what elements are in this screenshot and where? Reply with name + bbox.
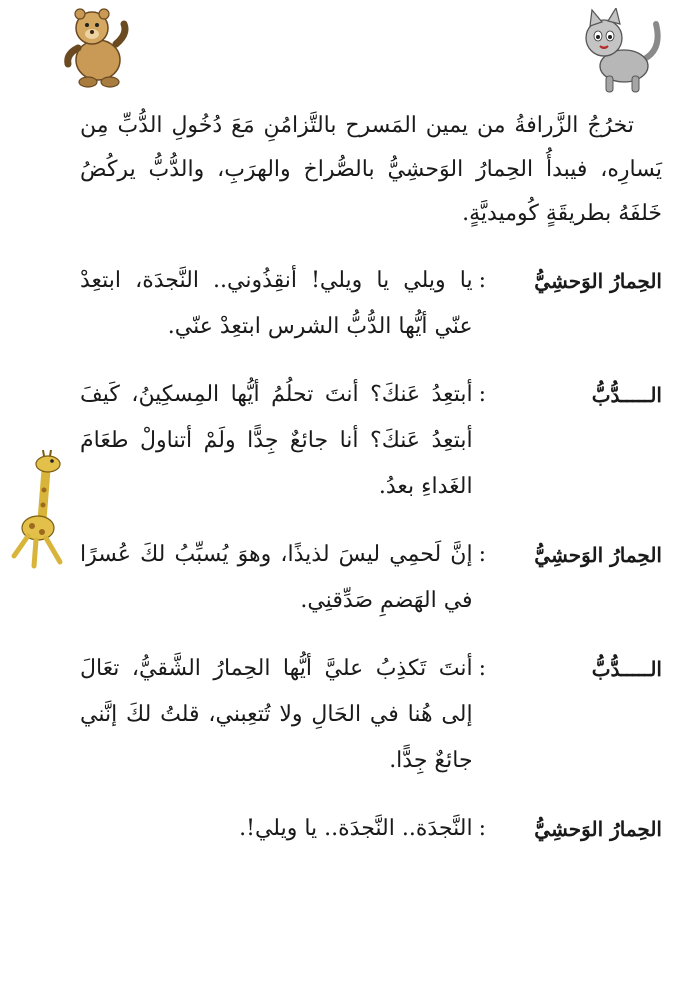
speaker-colon: : xyxy=(478,656,486,681)
speaker-name: الـــــدُّبُّ xyxy=(591,383,662,407)
dialogue-line xyxy=(80,646,662,784)
stage-direction: تخرُجُ الزَّرافةُ من يمين المَسرح بالتَّزامُنِ مَعَ دُخُولِ الدُّبِّ مِن يَسارِه، فيبدأُ الحِمارُ الوَحشِيُّ بالصُّراخ والهرَبِ، والدُّبُّ يركُضُ خَلفَهُ بطريقَةٍ كُوميديَّةٍ. xyxy=(80,113,662,226)
speech-text: أبتعِدُ عَنكَ؟ أنتَ تحلُمُ أيُّها المِسكِينُ، كَيفَ أبتعِدُ عَنكَ؟ أنا جائعٌ جِدًّا ولَمْ أتناولْ طعَامَ الغَداءِ بعدُ. xyxy=(80,382,473,499)
speaker-name: الحِمارُ الوَحشِيُّ xyxy=(534,543,662,567)
dialogue-line xyxy=(80,372,662,510)
speech-text: إنَّ لَحمِي ليسَ لذيذًا، وهوَ يُسبِّبُ لكَ عُسرًا في الهَضمِ صَدِّقنِي. xyxy=(80,542,473,613)
cat-icon xyxy=(580,8,664,94)
speaker-colon: : xyxy=(478,268,486,293)
speaker-name: الـــــدُّبُّ xyxy=(591,657,662,681)
dialogue-line xyxy=(80,532,662,624)
speech-text: النَّجدَة.. النَّجدَة.. يا ويلي!. xyxy=(239,816,473,841)
giraffe-icon xyxy=(8,450,70,572)
dialogue-line xyxy=(80,258,662,350)
speaker-name: الحِمارُ الوَحشِيُّ xyxy=(534,269,662,293)
speaker-colon: : xyxy=(478,816,486,841)
bear-icon xyxy=(58,4,136,88)
dialogue-line xyxy=(80,806,662,852)
speaker-colon: : xyxy=(478,542,486,567)
script-page xyxy=(80,104,662,852)
speaker-name: الحِمارُ الوَحشِيُّ xyxy=(534,817,662,841)
speech-text: يا ويلي يا ويلي! أنقِذُوني.. النَّجدَة، ابتعِدْ عنّي أيُّها الدُّبُّ الشرس ابتعِدْ عنّي. xyxy=(80,268,473,339)
speaker-colon: : xyxy=(478,382,486,407)
speech-text: أنتَ تَكذِبُ عليَّ أيُّها الحِمارُ الشَّقيُّ، تعَالَ إلى هُنا في الحَالِ ولا تُتعِبني، قلتُ لكَ إنَّني جائعٌ جِدًّا. xyxy=(80,656,473,773)
